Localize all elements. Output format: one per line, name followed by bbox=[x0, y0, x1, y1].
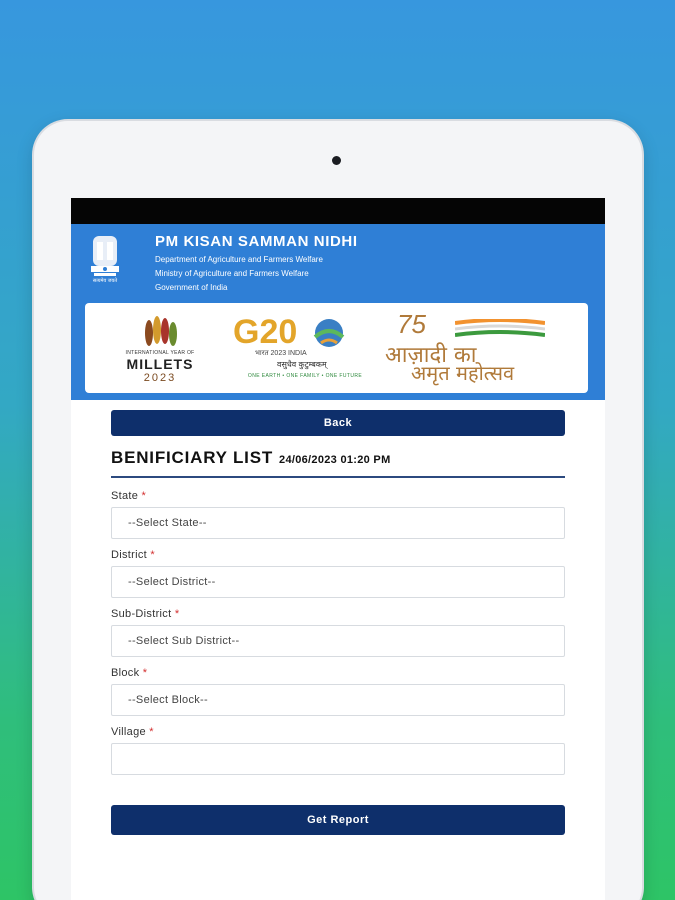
department-line: Department of Agriculture and Farmers Welfare bbox=[155, 255, 323, 264]
g20-mark: G20 bbox=[233, 313, 298, 351]
government-line: Government of India bbox=[155, 283, 228, 292]
flag-stripes-icon bbox=[455, 319, 545, 339]
sub-district-select-value: --Select Sub District-- bbox=[128, 635, 240, 647]
tablet-frame bbox=[34, 121, 642, 900]
heading-divider bbox=[111, 476, 565, 478]
millets-grain-icon bbox=[105, 315, 215, 349]
state-label bbox=[111, 490, 146, 502]
village-label bbox=[111, 726, 154, 738]
village-label-text: Village bbox=[111, 726, 146, 738]
required-marker: * bbox=[174, 608, 180, 620]
block-select[interactable] bbox=[111, 684, 565, 716]
block-label bbox=[111, 667, 147, 679]
district-select-value: --Select District-- bbox=[128, 576, 216, 588]
required-marker: * bbox=[149, 726, 154, 738]
camera-icon bbox=[332, 156, 341, 165]
state-select-value: --Select State-- bbox=[128, 517, 207, 529]
g20-hindi-text: वसुधैव कुटुम्बकम् bbox=[277, 360, 327, 369]
page-title: BENIFICIARY LIST bbox=[111, 448, 274, 467]
status-bar bbox=[71, 198, 605, 224]
millets-year: 2023 bbox=[143, 372, 177, 384]
g20-motto: ONE EARTH • ONE FAMILY • ONE FUTURE bbox=[247, 373, 363, 379]
app-header bbox=[71, 224, 605, 400]
block-select-value: --Select Block-- bbox=[128, 694, 208, 706]
required-marker: * bbox=[142, 667, 148, 679]
district-select[interactable] bbox=[111, 566, 565, 598]
azadi-line1: आज़ादी का bbox=[385, 343, 477, 368]
app-screen bbox=[71, 198, 605, 900]
sub-district-select[interactable] bbox=[111, 625, 565, 657]
sub-district-label bbox=[111, 608, 179, 620]
azadi-logo bbox=[385, 309, 575, 389]
district-label bbox=[111, 549, 155, 561]
millets-title: MILLETS bbox=[126, 356, 194, 372]
sub-district-label-text: Sub-District bbox=[111, 608, 172, 620]
back-button[interactable]: Back bbox=[111, 410, 565, 436]
ministry-line: Ministry of Agriculture and Farmers Welfare bbox=[155, 269, 309, 278]
logo-banner bbox=[85, 303, 588, 393]
app-title: PM KISAN SAMMAN NIDHI bbox=[155, 233, 358, 250]
block-label-text: Block bbox=[111, 667, 140, 679]
district-label-text: District bbox=[111, 549, 148, 561]
g20-logo bbox=[225, 311, 385, 387]
state-label-text: State bbox=[111, 490, 139, 502]
azadi-75: 75 bbox=[397, 309, 426, 339]
millets-caption: INTERNATIONAL YEAR OF bbox=[125, 350, 195, 356]
form-heading bbox=[111, 448, 391, 468]
required-marker: * bbox=[141, 490, 147, 502]
emblem-caption: सत्यमेव जयते bbox=[92, 278, 118, 284]
millets-logo bbox=[105, 315, 215, 385]
g20-globe-icon bbox=[309, 317, 349, 349]
required-marker: * bbox=[150, 549, 155, 561]
g20-subtitle: भारत 2023 INDIA bbox=[255, 350, 307, 357]
report-datetime: 24/06/2023 01:20 PM bbox=[279, 454, 391, 466]
azadi-line2: अमृत महोत्सव bbox=[411, 361, 515, 385]
state-select[interactable] bbox=[111, 507, 565, 539]
village-select[interactable] bbox=[111, 743, 565, 775]
get-report-button[interactable]: Get Report bbox=[111, 805, 565, 835]
